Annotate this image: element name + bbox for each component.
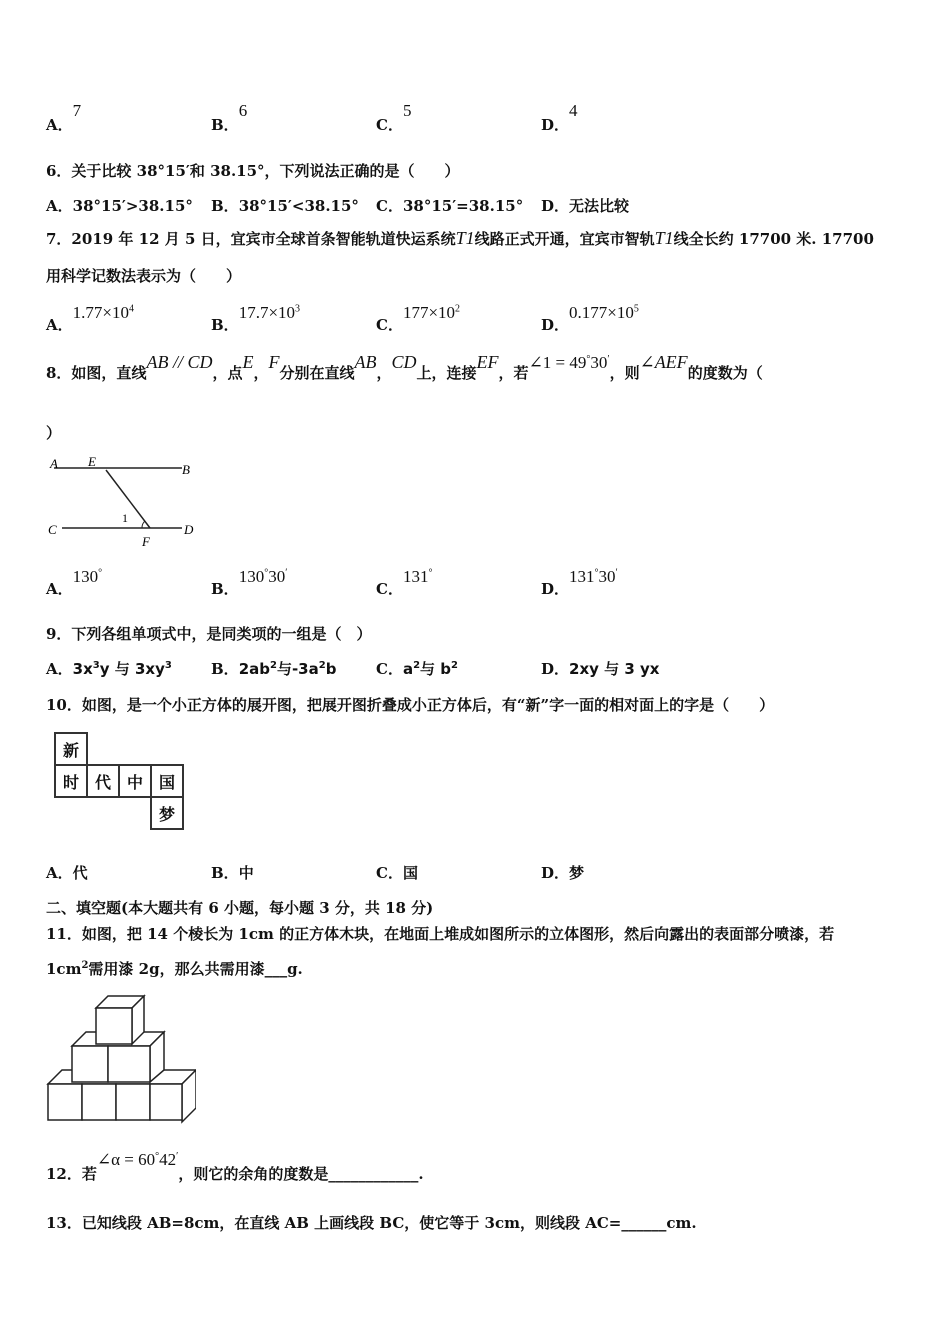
q13: 13．已知线段 AB=8cm，在直线 AB 上画线段 BC，使它等于 3cm，则线段 AC=______cm.	[46, 1214, 697, 1232]
net-face-4: 国	[151, 765, 183, 797]
line-ef	[106, 470, 150, 528]
net-face-top: 新	[55, 733, 87, 765]
label-angle-1: 1	[122, 511, 128, 525]
parallel-lines-figure	[44, 452, 214, 552]
label-b: B	[182, 462, 190, 477]
q7-option-a: A．$1.77\times 10^4$	[46, 303, 134, 334]
q6-option-b: B．38°15′<38.15°	[211, 197, 359, 215]
q10-option-b: B．中	[211, 864, 254, 882]
q9-option-c: C．$a^2$与 $b^2$	[376, 660, 458, 678]
cube-net-figure	[54, 732, 184, 830]
q7-line2: 用科学记数法表示为（ ）	[46, 267, 242, 285]
net-face-1: 时	[55, 765, 87, 797]
q8-close-paren: ）	[46, 424, 62, 442]
label-a: A	[50, 456, 58, 471]
q7-option-b: B．$17.7\times 10^3$	[211, 303, 301, 334]
q8-options	[46, 566, 906, 596]
q12: 12．若∠α = 60°42′，则它的余角的度数是____________.	[46, 1150, 424, 1183]
q9-stem: 9．下列各组单项式中，是同类项的一组是（ ）	[46, 625, 372, 643]
q9-option-d: D．2xy 与 3 yx	[541, 660, 660, 678]
q5-option-b-value: 6	[238, 101, 248, 120]
q7-option-d: D．$0.177\times 10^5$	[541, 303, 639, 334]
q6-stem: 6．关于比较 38°15′和 38.15°，下列说法正确的是（ ）	[46, 162, 460, 180]
q10-option-c: C．国	[376, 864, 418, 882]
q5-option-a: A．7	[46, 101, 82, 134]
label-e: E	[88, 454, 96, 469]
q7-line1: 7．2019 年 12 月 5 日，宜宾市全球首条智能轨道快运系统T1线路正式开通，宜宾市智轨T1线全长约 17700 米. 17700	[46, 228, 874, 248]
q6-option-a: A．38°15′>38.15°	[46, 197, 193, 215]
q9-option-b: B．$2ab^2$与$-3a^2b$	[211, 660, 337, 678]
q5-option-a-value: 7	[72, 101, 82, 120]
q11-line2: $1cm^2$需用漆 2g，那么共需用漆___g.	[46, 960, 303, 978]
label-c: C	[48, 522, 57, 537]
cube-stack-drawing	[46, 994, 196, 1124]
cube-stack-figure	[46, 994, 196, 1124]
angle-1-arc	[142, 521, 145, 528]
net-face-bottom: 梦	[151, 797, 183, 829]
q6-option-c: C．38°15′=38.15°	[376, 197, 524, 215]
q6-options	[46, 195, 906, 217]
q8-option-a: A．130°	[46, 567, 103, 598]
q7-option-c: C．$177\times 10^2$	[376, 303, 461, 334]
q8-stem: 8．如图，直线AB // CD，点E，F分别在直线AB，CD上，连接EF，若∠1 = 49°30′，则∠AEF的度数为（	[46, 352, 763, 382]
q9-option-a: A．$3x^3y$ 与 $3xy^3$	[46, 660, 172, 678]
q5-options	[46, 101, 906, 134]
q7-options	[46, 302, 906, 332]
q9-options	[46, 658, 906, 682]
label-f: F	[142, 534, 150, 549]
q8-option-c: C．131°	[376, 567, 433, 598]
net-face-2: 代	[87, 765, 119, 797]
q5-option-b: B．6	[211, 101, 248, 134]
section-heading: 二、填空题(本大题共有 6 小题，每小题 3 分，共 18 分)	[46, 899, 434, 917]
q5-option-c-value: 5	[402, 101, 412, 120]
q10-option-d: D．梦	[541, 864, 585, 882]
q11-line1: 11．如图，把 14 个棱长为 1cm 的正方体木块，在地面上堆成如图所示的立体图形，然后向露出的表面部分喷漆，若	[46, 925, 835, 943]
q8-option-b: B．130°30′	[211, 567, 288, 598]
q8-option-d: D．131°30′	[541, 567, 618, 598]
net-face-3: 中	[119, 765, 151, 797]
q5-option-d: D．4	[541, 101, 578, 134]
label-d: D	[184, 522, 194, 537]
q10-options	[46, 862, 906, 884]
q6-option-d: D．无法比较	[541, 197, 630, 215]
q10-stem: 10．如图，是一个小正方体的展开图，把展开图折叠成小正方体后，有“新”字一面的相对面上的字是（ ）	[46, 696, 775, 714]
q10-option-a: A．代	[46, 864, 88, 882]
q5-option-d-value: 4	[569, 101, 578, 120]
q5-option-c: C．5	[376, 101, 412, 134]
